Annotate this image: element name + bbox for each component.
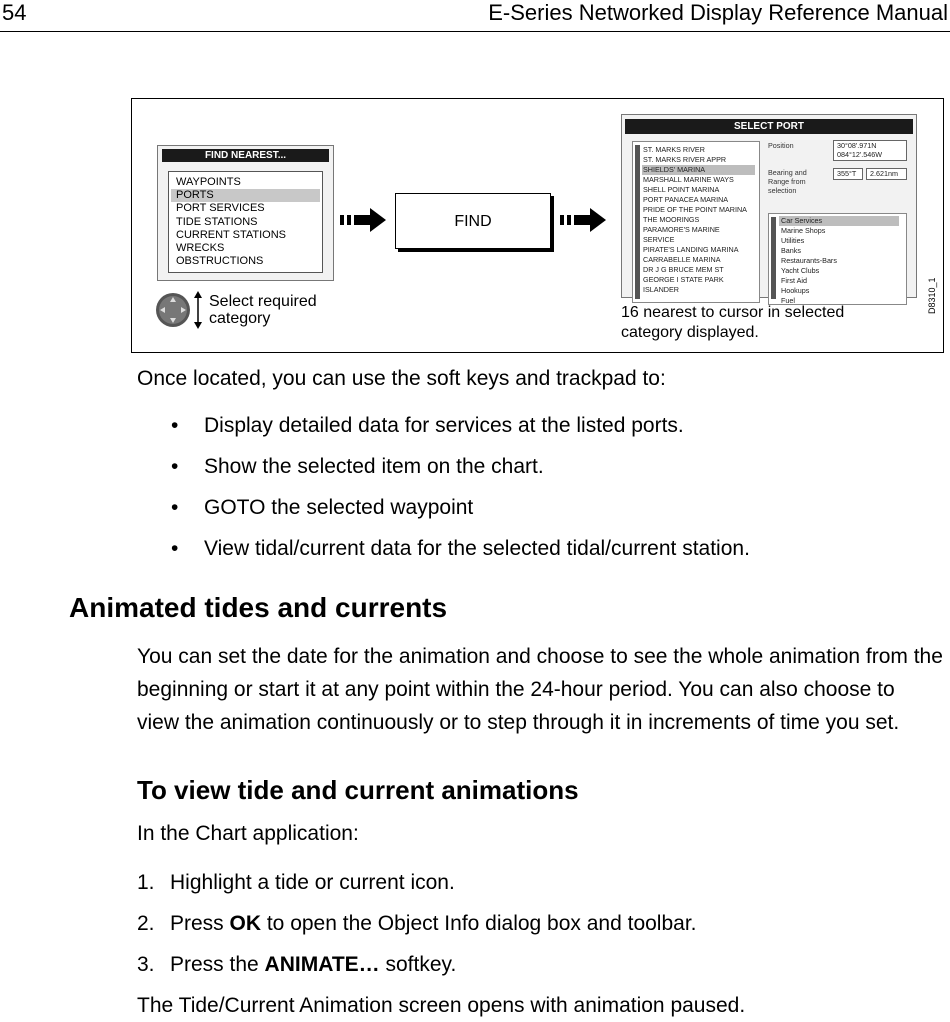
step-number: 1. (137, 871, 155, 894)
find-item-port-services: PORT SERVICES (176, 202, 265, 215)
step-text-pre: Highlight a tide or current icon. (170, 871, 455, 894)
port-list-item: MARSHALL MARINE WAYS (643, 175, 734, 184)
range-value: 2.621nm (866, 168, 907, 180)
port-list-item: SHELL POINT MARINA (643, 185, 720, 194)
page-number: 54 (2, 0, 27, 25)
port-list-item: PORT PANACEA MARINA (643, 195, 729, 204)
find-item-waypoints: WAYPOINTS (176, 176, 241, 188)
find-item-current-stations: CURRENT STATIONS (176, 228, 287, 241)
find-nearest-title: FIND NEAREST... (162, 149, 329, 162)
result-caption-line1: 16 nearest to cursor in selected (621, 304, 845, 321)
find-nearest-figure (131, 98, 944, 353)
procedure-heading: To view tide and current animations (137, 775, 579, 805)
find-softkey: FIND (395, 193, 551, 249)
section-paragraph-line: beginning or start it at any point within the 24-hour period. You can also choose to (137, 678, 895, 701)
section-paragraph-line: view the animation continuously or to step through it in increments of time you set. (137, 711, 900, 734)
service-item-selected: Car Services (779, 216, 899, 226)
bullet-icon: • (171, 455, 179, 478)
bearing-label-line3: selection (768, 186, 797, 195)
step-text (170, 953, 456, 977)
bearing-range-label (768, 168, 807, 195)
result-caption-line2: category displayed. (621, 324, 759, 341)
bullet-icon: • (171, 414, 179, 437)
step-text-pre: Press (170, 912, 230, 935)
select-port-panel (621, 114, 917, 305)
port-list-item: PIRATE'S LANDING MARINA (643, 245, 739, 254)
up-down-arrow-icon (193, 291, 203, 329)
service-item: Utilities (781, 236, 805, 245)
port-list-item: SERVICE (643, 235, 675, 244)
bullet-item: View tidal/current data for the selected tidal/current station. (204, 537, 750, 560)
find-item-obstructions: OBSTRUCTIONS (176, 255, 264, 268)
position-latitude: 30°08'.971N (837, 141, 877, 150)
trackpad-caption (209, 293, 317, 327)
port-list-scrollbar (635, 145, 640, 299)
service-item: First Aid (781, 276, 807, 285)
port-list-item: ISLANDER (643, 285, 679, 294)
port-list-item: GEORGE I STATE PARK (643, 275, 724, 284)
port-list-item: PARAMORE'S MARINE (643, 225, 720, 234)
services-scrollbar (771, 217, 776, 299)
flow-arrow-icon (340, 207, 388, 233)
service-item: Hookups (781, 286, 810, 295)
step-number: 2. (137, 912, 155, 935)
section-heading: Animated tides and currents (69, 592, 448, 623)
trackpad-caption-line2: category (209, 310, 271, 327)
animate-softkey-label: ANIMATE… (264, 953, 380, 976)
port-list (632, 141, 760, 303)
bullet-item: Show the selected item on the chart. (204, 455, 544, 478)
step-text-pre: Press the (170, 953, 265, 976)
intro-text: Once located, you can use the soft keys and trackpad to: (137, 367, 666, 390)
select-port-title: SELECT PORT (625, 119, 913, 134)
port-services-list (768, 213, 907, 305)
bearing-value: 355°T (833, 168, 863, 180)
bullet-item: Display detailed data for services at the listed ports. (204, 414, 684, 437)
step-text-post: softkey. (379, 953, 457, 976)
bullet-item: GOTO the selected waypoint (204, 496, 474, 519)
trackpad-icon (155, 292, 191, 328)
service-item: Fuel (781, 296, 795, 305)
flow-arrow-icon (560, 207, 608, 233)
figure-code: D8310_1 (927, 277, 937, 314)
port-list-item: PRIDE OF THE POINT MARINA (643, 205, 747, 214)
step-text-post: to open the Object Info dialog box and toolbar. (261, 912, 697, 935)
trackpad-caption-line1: Select required (209, 293, 317, 310)
position-value (833, 140, 907, 161)
port-list-item: THE MOORINGS (643, 215, 700, 224)
bearing-label-line1: Bearing and (768, 168, 807, 177)
service-item: Banks (781, 246, 801, 255)
port-list-item: CARRABELLE MARINA (643, 255, 721, 264)
step-text (170, 871, 455, 895)
header-rule (0, 31, 950, 32)
port-list-item: ST. MARKS RIVER (643, 145, 705, 154)
find-item-ports: PORTS (171, 189, 320, 202)
port-list-item-selected: SHIELDS' MARINA (642, 165, 755, 175)
position-label: Position (768, 141, 794, 150)
find-item-tide-stations: TIDE STATIONS (176, 215, 258, 228)
procedure-intro: In the Chart application: (137, 822, 359, 845)
bearing-label-line2: Range from (768, 177, 806, 186)
port-list-item: ST. MARKS RIVER APPR (643, 155, 727, 164)
step-text (170, 912, 697, 936)
find-nearest-panel (157, 145, 334, 281)
result-caption (621, 303, 844, 343)
closing-text: The Tide/Current Animation screen opens with animation paused. (137, 994, 746, 1017)
find-nearest-list (168, 171, 323, 273)
bullet-icon: • (171, 496, 179, 519)
service-item: Yacht Clubs (781, 266, 820, 275)
position-longitude: 084°12'.546W (837, 150, 883, 159)
manual-title: E-Series Networked Display Reference Manual (488, 0, 948, 25)
service-item: Marine Shops (781, 226, 826, 235)
step-number: 3. (137, 953, 155, 976)
ok-key-label: OK (229, 912, 262, 935)
port-list-item: DR J G BRUCE MEM ST (643, 265, 724, 274)
section-paragraph-line: You can set the date for the animation and choose to see the whole animation from the (137, 645, 943, 668)
service-item: Restaurants-Bars (781, 256, 837, 265)
bullet-icon: • (171, 537, 179, 560)
find-item-wrecks: WRECKS (176, 242, 225, 255)
